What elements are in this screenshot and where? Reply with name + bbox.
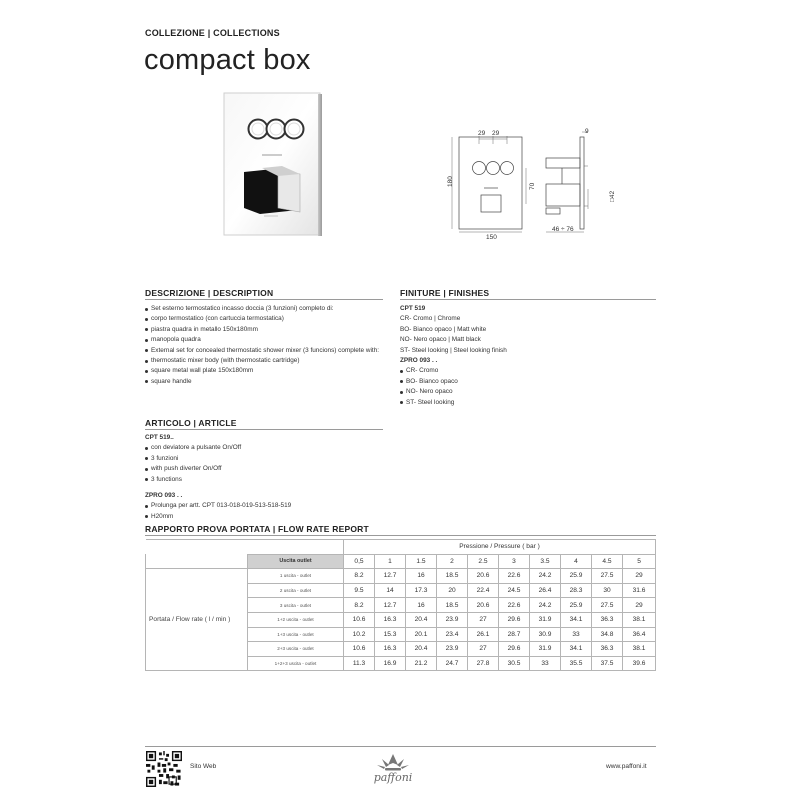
qr-code [146,751,182,787]
dim-46-76: 46 ÷ 76 [552,226,574,233]
flow-value: 35.5 [561,656,592,671]
outlet-label: 3 uscita - outlet [248,598,344,613]
pressure-value: 4 [561,554,592,569]
flow-value: 34.8 [592,627,623,642]
flow-value: 20.6 [468,598,499,613]
flow-value: 18.5 [437,569,468,584]
flow-value: 11.3 [344,656,375,671]
website-url[interactable]: www.paffoni.it [606,763,647,770]
flow-value: 12.7 [375,598,406,613]
flow-value: 37.5 [592,656,623,671]
flow-rate-label: Portata / Flow rate ( l / min ) [146,569,248,671]
flow-value: 29.6 [499,612,530,627]
dim-70: 70 [529,182,536,190]
article-item: H20mm [145,512,383,522]
outlet-label: 1+3 uscita - outlet [248,627,344,642]
flow-value: 8.2 [344,569,375,584]
flow-value: 21.2 [406,656,437,671]
divider [145,429,383,430]
flow-value: 16.3 [375,642,406,657]
description-en-item: square handle [145,377,383,387]
article-item: with push diverter On/Off [145,464,383,474]
finish-line: BO- Bianco opaco | Matt white [400,325,487,333]
flow-value: 17.3 [406,583,437,598]
finishes-body [400,304,656,408]
flow-value: 23.4 [437,627,468,642]
outlet-label: 1 uscita - outlet [248,569,344,584]
description-body [145,304,383,387]
flow-value: 24.2 [530,598,561,613]
divider [145,535,656,536]
description-it-item: manopola quadra [145,335,383,345]
flow-value: 27 [468,642,499,657]
flow-value: 26.1 [468,627,499,642]
flow-heading: RAPPORTO PROVA PORTATA | FLOW RATE REPORT [145,524,369,534]
finish-item: NO- Nero opaco [400,387,656,397]
flow-value: 20.4 [406,612,437,627]
flow-value: 16.9 [375,656,406,671]
outlet-label: 1+2+3 uscita - outlet [248,656,344,671]
dim-29a: 29 [478,130,486,137]
collections-label: COLLEZIONE | COLLECTIONS [145,28,280,38]
flow-value: 33 [530,656,561,671]
finish-line: ST- Steel looking | Steel looking finish [400,346,507,354]
flow-value: 16.3 [375,612,406,627]
flow-value: 29.6 [499,642,530,657]
finish-item: BO- Bianco opaco [400,377,656,387]
flow-value: 16 [406,598,437,613]
flow-value: 36.4 [623,627,656,642]
pressure-header: Pressione / Pressure ( bar ) [344,540,656,555]
flow-value: 31.6 [623,583,656,598]
pressure-value: 1 [375,554,406,569]
divider [145,299,383,300]
flow-value: 22.4 [468,583,499,598]
flow-value: 39.6 [623,656,656,671]
article-item: 3 funzioni [145,454,383,464]
flow-value: 20.1 [406,627,437,642]
finish-code: ZPRO 093 . . [400,357,438,365]
finish-item: ST- Steel looking [400,398,656,408]
description-en-item: square metal wall plate 150x180mm [145,366,383,376]
flow-value: 24.2 [530,569,561,584]
article-item: 3 functions [145,475,383,485]
flow-value: 33 [561,627,592,642]
flow-value: 9.5 [344,583,375,598]
flow-value: 15.3 [375,627,406,642]
flow-value: 23.9 [437,642,468,657]
flow-value: 27.8 [468,656,499,671]
description-it-intro: Set esterno termostatico incasso doccia (3 funzioni) completo di: [145,304,383,314]
table-row [146,569,656,584]
flow-value: 29 [623,569,656,584]
description-en-intro: External set for concealed thermostatic shower mixer (3 funcions) complete with: [145,346,383,356]
article-code: CPT 519.. [145,434,174,441]
description-it-item: corpo termostatico (con cartuccia termostatica) [145,314,383,324]
flow-value: 14 [375,583,406,598]
flow-value: 34.1 [561,642,592,657]
flow-value: 30.5 [499,656,530,671]
paffoni-logo [368,751,418,785]
article-item: con deviatore a pulsante On/Off [145,443,383,453]
pressure-value: 3 [499,554,530,569]
finishes-heading: FINITURE | FINISHES [400,288,490,298]
flow-value: 23.9 [437,612,468,627]
outlet-label: 1+2 uscita - outlet [248,612,344,627]
outlet-label: 2+3 uscita - outlet [248,642,344,657]
flow-value: 27.5 [592,569,623,584]
page-title: compact box [144,44,311,76]
flow-value: 20.4 [406,642,437,657]
flow-value: 30.9 [530,627,561,642]
flow-value: 18.5 [437,598,468,613]
flow-value: 30 [592,583,623,598]
dim-42: □42 [609,190,616,202]
finish-item: CR- Cromo [400,366,656,376]
flow-value: 28.7 [499,627,530,642]
divider [400,299,656,300]
flow-value: 25.9 [561,569,592,584]
flow-value: 29 [623,598,656,613]
article-body [145,433,383,522]
flow-rate-table [145,539,656,671]
flow-value: 12.7 [375,569,406,584]
pressure-value: 2.5 [468,554,499,569]
flow-value: 26.4 [530,583,561,598]
finish-line: NO- Nero opaco | Matt black [400,336,481,344]
flow-value: 22.6 [499,598,530,613]
pressure-value: 2 [437,554,468,569]
flow-value: 20.6 [468,569,499,584]
flow-value: 31.9 [530,612,561,627]
pressure-value: 5 [623,554,656,569]
technical-drawing [440,124,620,241]
flow-value: 24.7 [437,656,468,671]
flow-value: 27.5 [592,598,623,613]
finish-code: CPT 519 [400,305,426,312]
flow-value: 10.2 [344,627,375,642]
description-en-item: thermostatic mixer body (with thermostatic cartridge) [145,356,383,366]
flow-value: 27 [468,612,499,627]
article-heading: ARTICOLO | ARTICLE [145,418,237,428]
flow-value: 10.6 [344,642,375,657]
flow-value: 36.3 [592,642,623,657]
flow-value: 38.1 [623,612,656,627]
product-photo [222,92,324,238]
flow-value: 8.2 [344,598,375,613]
dim-150: 150 [486,234,497,241]
flow-value: 25.9 [561,598,592,613]
flow-value: 34.1 [561,612,592,627]
finish-line: CR- Cromo | Chrome [400,315,461,323]
dim-9: 9 [585,128,589,135]
dim-180: 180 [447,176,454,187]
pressure-value: 1.5 [406,554,437,569]
pressure-value: 4.5 [592,554,623,569]
description-it-item: piastra quadra in metallo 150x180mm [145,325,383,335]
pressure-value: 3.5 [530,554,561,569]
flow-value: 36.3 [592,612,623,627]
footer-divider [145,746,656,747]
flow-value: 22.6 [499,569,530,584]
outlet-label: 2 uscita - outlet [248,583,344,598]
article-item: Prolunga per artt. CPT 013-018-019-513-518-519 [145,501,383,511]
flow-value: 38.1 [623,642,656,657]
flow-value: 20 [437,583,468,598]
pressure-row [146,554,656,569]
flow-value: 10.6 [344,612,375,627]
pressure-value: 0,5 [344,554,375,569]
article-code: ZPRO 093 . . [145,492,183,500]
brand-name: paffoni [373,771,413,784]
flow-value: 24.5 [499,583,530,598]
flow-value: 28.3 [561,583,592,598]
outlet-header: Uscita outlet [248,554,344,569]
website-label: Sito Web [190,763,217,770]
flow-value: 31.9 [530,642,561,657]
description-heading: DESCRIZIONE | DESCRIPTION [145,288,274,298]
dim-29b: 29 [492,130,500,137]
flow-value: 16 [406,569,437,584]
